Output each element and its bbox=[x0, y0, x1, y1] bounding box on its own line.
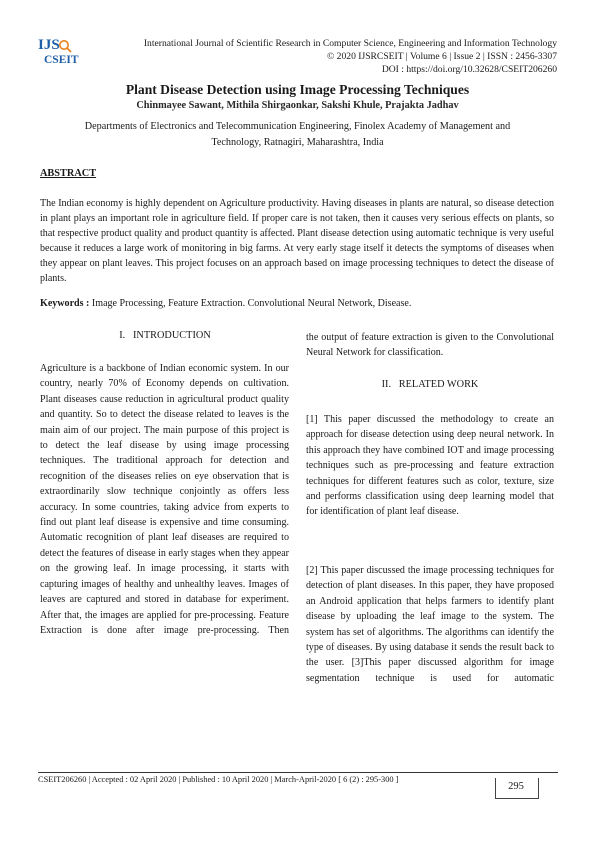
related-work-heading: II. RELATED WORK bbox=[381, 379, 479, 390]
copyright-line: © 2020 IJSRCSEIT | Volume 6 | Issue 2 | ISSN : 2456-3307 bbox=[327, 51, 557, 62]
introduction-heading: I. INTRODUCTION bbox=[119, 330, 211, 341]
logo-text-bottom: CSEIT bbox=[44, 54, 79, 66]
keywords-text: Image Processing, Feature Extraction. Convolutional Neural Network, Disease. bbox=[89, 298, 412, 309]
introduction-body: Agriculture is a backbone of Indian economic system. In our country, nearly 70% of Economy depends on cultivation. Plant diseases cause reduction in agricultural product quality and quantity. So to detect the disease related to leaves is the main aim of our project. The main purpose of this project is to detect the leaf disease by using image processing techniques. The traditional approach for detection and recognition of the diseases relies on eye observation that is extraordinarily slow technique conjointly as offers less accuracy. In some countries, taking advice from experts to find out plant leaf disease is expensive and time consuming. Automatic recognition of plant leaf diseases are required to detect the features of disease in early stages when they appear on the growing leaf. In image processing, it starts with capturing images of healthy and unhealthy leaves. Images of leaves are captured and stored in database for experiment. After that, the images are applied for pre-processing. Feature Extraction is done after image pre-processing. Then bbox=[40, 363, 289, 636]
related-work-paragraph-1: [1] This paper discussed the methodology to create an approach for disease detection using deep neural network. In this approach they have combined IOT and image processing techniques such as pre-processing and feature extraction techniques for different features such as color, texture, size and performs classification using deep learning model that for identification of plant leaf disease. bbox=[306, 414, 554, 518]
paper-title: Plant Disease Detection using Image Processing Techniques bbox=[125, 82, 470, 97]
footer-citation: CSEIT206260 | Accepted : 02 April 2020 | Published : 10 April 2020 | March-April-2020 [ 6 (2) : 295-300 ] bbox=[38, 775, 399, 784]
journal-logo bbox=[38, 34, 96, 68]
page-number: 295 bbox=[508, 781, 524, 792]
keywords-label: Keywords : bbox=[40, 298, 90, 309]
introduction-continuation: the output of feature extraction is given to the Convolutional Neural Network for classification. bbox=[306, 332, 554, 359]
keywords-line bbox=[40, 296, 554, 311]
abstract-body: The Indian economy is highly dependent on Agriculture productivity. Having diseases in plants are natural, so disease detection in plant plays an important role in agriculture field. If proper care is not taken, then it causes very serious effects on plants, so that respective product quality and product quantity is affected. Plant disease detection using automatic technique is very useful because it reduces a large work of monitoring in big farms. At very early stage itself it detects the symptoms of diseases when they appear on plant leaves. This project focuses on an approach based on image processing techniques to detect the disease of plants. bbox=[40, 198, 554, 285]
doi-line: DOI : https://doi.org/10.32628/CSEIT206260 bbox=[381, 64, 557, 75]
journal-name: International Journal of Scientific Research in Computer Science, Engineering and Information Technology bbox=[143, 38, 557, 49]
author-list: Chinmayee Sawant, Mithila Shirgaonkar, Sakshi Khule, Prajakta Jadhav bbox=[136, 100, 459, 111]
affiliation-line-2: Technology, Ratnagiri, Maharashtra, India bbox=[211, 137, 384, 148]
logo-text-top: IJS bbox=[38, 37, 60, 53]
affiliation-line-1: Departments of Electronics and Telecommunication Engineering, Finolex Academy of Management and bbox=[84, 121, 511, 132]
footer-rule bbox=[38, 772, 558, 773]
abstract-heading: ABSTRACT bbox=[40, 168, 97, 179]
related-work-paragraph-2: [2] This paper discussed the image processing techniques for detection of plant diseases. In this paper, they have proposed an Android application that helps farmers to identify plant disease by uploading the leaf image to the system. The system has set of algorithms. The algorithms can identify the type of diseases. By using database it sends the result back to the user. [3]This paper discussed algorithm for image segmentation technique is used for automatic bbox=[306, 565, 554, 684]
